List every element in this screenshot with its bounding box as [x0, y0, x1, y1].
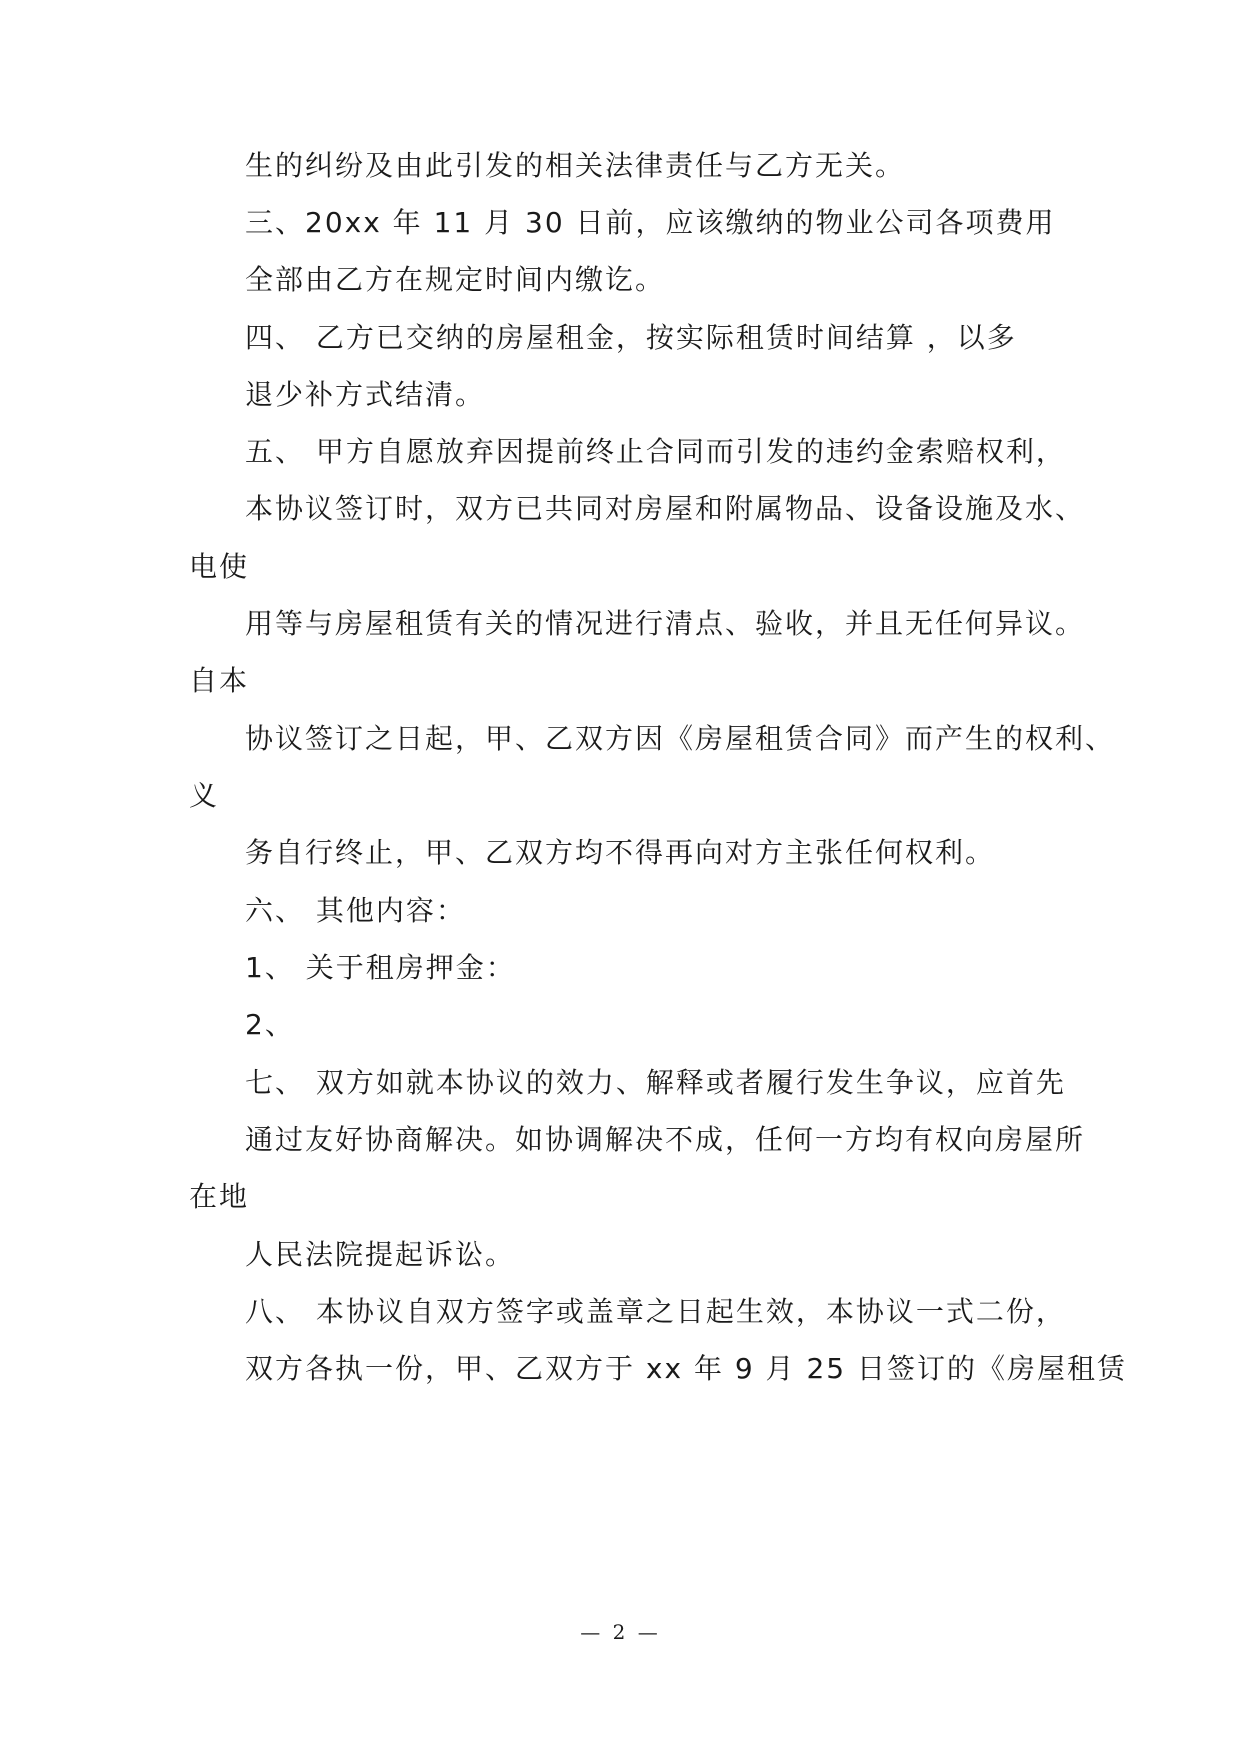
- text-line: 退少补方式结清。: [245, 378, 486, 411]
- clause-7-line: 七、 双方如就本协议的效力、解释或者履行发生争议，应首先: [245, 1066, 1066, 1099]
- list-item: 2、: [245, 1008, 295, 1041]
- text-line: 人民法院提起诉讼。: [245, 1238, 516, 1271]
- clause-3-line: 三、20xx 年 11 月 30 日前，应该缴纳的物业公司各项费用: [245, 206, 1056, 239]
- text-line: 生的纠纷及由此引发的相关法律责任与乙方无关。: [245, 149, 906, 182]
- clause-5-line: 五、 甲方自愿放弃因提前终止合同而引发的违约金索赔权利，: [245, 435, 1066, 468]
- text-line: 协议签订之日起，甲、乙双方因《房屋租赁合同》而产生的权利、: [245, 722, 1116, 755]
- text-line: 电使: [189, 550, 250, 583]
- text-line: 用等与房屋租赁有关的情况进行清点、验收，并且无任何异议。: [245, 607, 1086, 640]
- text-line: 通过友好协商解决。如协调解决不成，任何一方均有权向房屋所: [245, 1123, 1086, 1156]
- text-line: 义: [189, 779, 220, 812]
- clause-6-line: 六、 其他内容：: [245, 894, 466, 927]
- text-line: 全部由乙方在规定时间内缴讫。: [245, 263, 666, 296]
- text-line: 务自行终止，甲、乙双方均不得再向对方主张任何权利。: [245, 836, 996, 869]
- list-item: 1、 关于租房押金：: [245, 951, 516, 984]
- page-number: — 2 —: [580, 1620, 661, 1644]
- clause-8-line: 八、 本协议自双方签字或盖章之日起生效，本协议一式二份，: [245, 1295, 1066, 1328]
- clause-4-line: 四、 乙方已交纳的房屋租金，按实际租赁时间结算 ，以多: [245, 321, 1017, 354]
- text-line: 双方各执一份，甲、乙双方于 xx 年 9 月 25 日签订的《房屋租赁: [245, 1352, 1127, 1385]
- text-line: 本协议签订时，双方已共同对房屋和附属物品、设备设施及水、: [245, 492, 1086, 525]
- text-line: 自本: [189, 664, 250, 697]
- text-line: 在地: [189, 1180, 250, 1213]
